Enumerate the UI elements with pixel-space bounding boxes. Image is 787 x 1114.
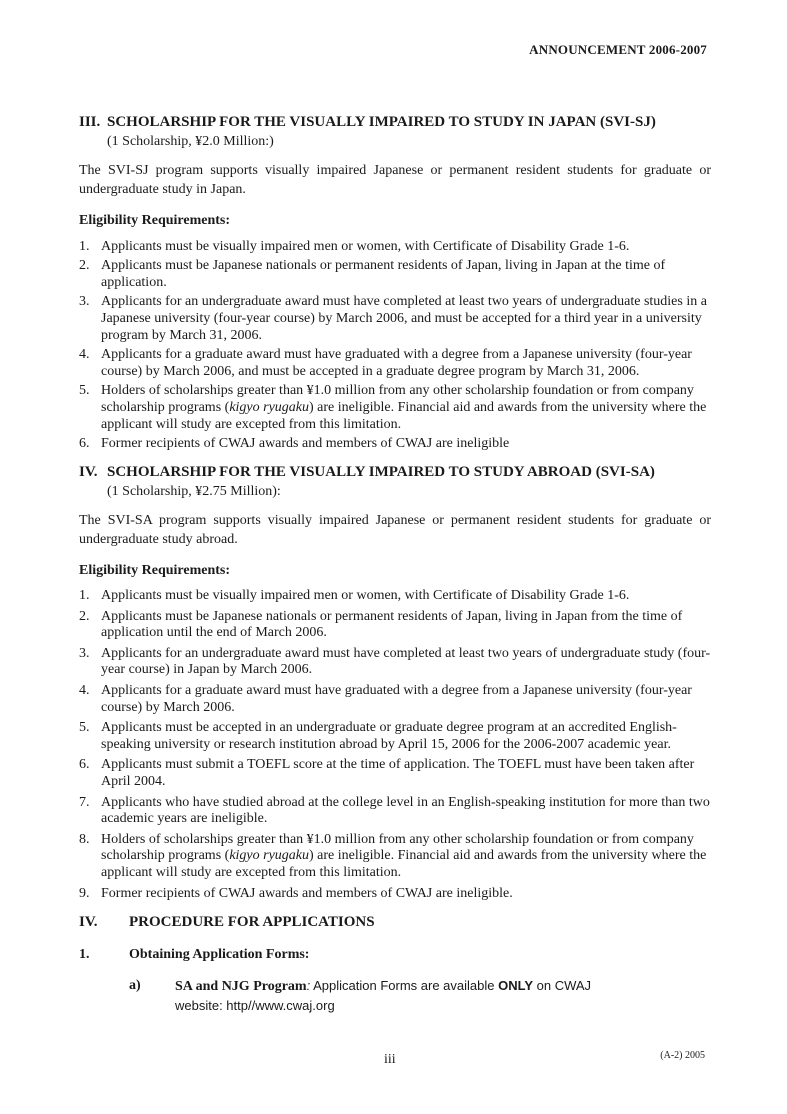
list-item: 5. Applicants must be accepted in an undergraduate or graduate degree program at an accredited English-speaking university or research institution abroad by April 15, 2006 for the 2006-2007 academic year. [79, 720, 677, 752]
eligibility-heading: Eligibility Requirements: [79, 213, 231, 228]
section-title [79, 463, 711, 482]
section-title-text: SCHOLARSHIP FOR THE VISUALLY IMPAIRED TO STUDY ABROAD (SVI-SA) [107, 464, 655, 480]
section-number: IV. [79, 464, 98, 480]
list-item: 8. Holders of scholarships greater than ¥1.0 million from any other scholarship foundation or from company scholarship programs (kigyo ryugaku) are ineligible. Financial aid and awards from the university where the applicant will study are excepted from this limitation. [79, 831, 707, 880]
sub-item-letter: a) [129, 978, 141, 993]
list-item: 5. Holders of scholarships greater than ¥1.0 million from any other scholarship foundation or from company scholarship programs (kigyo ryugaku) are ineligible. Financial aid and awards from the university where the applicant will study are excepted from this limitation. [79, 383, 707, 432]
list-item: 7. Applicants who have studied abroad at the college level in an English-speaking institution for more than two academic years are ineligible. [79, 794, 710, 827]
procedure-item-title: Obtaining Application Forms: [129, 947, 310, 962]
section-description: The SVI-SJ program supports visually impaired Japanese or permanent resident students for graduate or undergraduate study in Japan. [79, 163, 711, 197]
sub-item-body: SA and NJG Program: Application Forms are available ONLY on CWAJ website: http//www.cwaj.org [175, 978, 592, 1013]
section-subtitle: (1 Scholarship, ¥2.0 Million:) [107, 134, 274, 149]
list-item: 3. Applicants for an undergraduate award must have completed at least two years of undergraduate studies in a Japanese university (four-year course) by March 2006, and must be accepted for a third year in a university program by March 31, 2006. [79, 294, 707, 343]
list-item: 6. Applicants must submit a TOEFL score at the time of application. The TOEFL must have been taken after April 2004. [79, 757, 695, 789]
procedure-sub-item [79, 976, 711, 1016]
section-subtitle: (1 Scholarship, ¥2.75 Million): [107, 484, 281, 499]
requirements-list [79, 588, 711, 902]
list-item: 6. Former recipients of CWAJ awards and members of CWAJ are ineligible [79, 436, 510, 451]
website-link[interactable]: website: http//www.cwaj.org [175, 998, 335, 1013]
section-number: III. [79, 114, 101, 130]
section-svi-sa [79, 463, 711, 906]
procedure-section [79, 913, 711, 1016]
procedure-item-number: 1. [79, 947, 90, 962]
list-item: 2. Applicants must be Japanese nationals or permanent residents of Japan, living in Japan from the time of application until the end of March 2006. [79, 608, 683, 641]
section-title [79, 113, 711, 132]
eligibility-heading: Eligibility Requirements: [79, 563, 231, 578]
list-item: 4. Applicants for a graduate award must have graduated with a degree from a Japanese university (four-year course) by March 2006. [79, 682, 692, 715]
document-code: (A-2) 2005 [660, 1050, 705, 1061]
list-item: 9. Former recipients of CWAJ awards and members of CWAJ are ineligible. [79, 885, 513, 901]
section-svi-sj [79, 113, 711, 454]
list-item: 1. Applicants must be visually impaired men or women, with Certificate of Disability Grade 1-6. [79, 239, 630, 254]
list-item: 3. Applicants for an undergraduate award must have completed at least two years of undergraduate study (four-year course) in Japan by March 2006. [79, 645, 711, 678]
list-item: 2. Applicants must be Japanese nationals or permanent residents of Japan, living in Japan at the time of application. [79, 258, 666, 290]
procedure-item [79, 946, 711, 964]
procedure-title [79, 913, 711, 932]
requirements-list [79, 238, 711, 452]
announcement-header: ANNOUNCEMENT 2006-2007 [529, 42, 707, 57]
section-title-text: SCHOLARSHIP FOR THE VISUALLY IMPAIRED TO STUDY IN JAPAN (SVI-SJ) [107, 114, 656, 130]
list-item: 4. Applicants for a graduate award must have graduated with a degree from a Japanese university (four-year course) by March 2006, and must be accepted in a graduate degree program by March 31, 2006. [79, 347, 692, 379]
section-description: The SVI-SA program supports visually impaired Japanese or permanent resident students for graduate or undergraduate study abroad. [79, 513, 711, 547]
procedure-title-text: PROCEDURE FOR APPLICATIONS [129, 914, 375, 930]
list-item: 1. Applicants must be visually impaired men or women, with Certificate of Disability Grade 1-6. [79, 588, 630, 603]
page-number: iii [384, 1052, 396, 1067]
procedure-number: IV. [79, 914, 98, 930]
program-label: SA and NJG Program [175, 979, 307, 994]
